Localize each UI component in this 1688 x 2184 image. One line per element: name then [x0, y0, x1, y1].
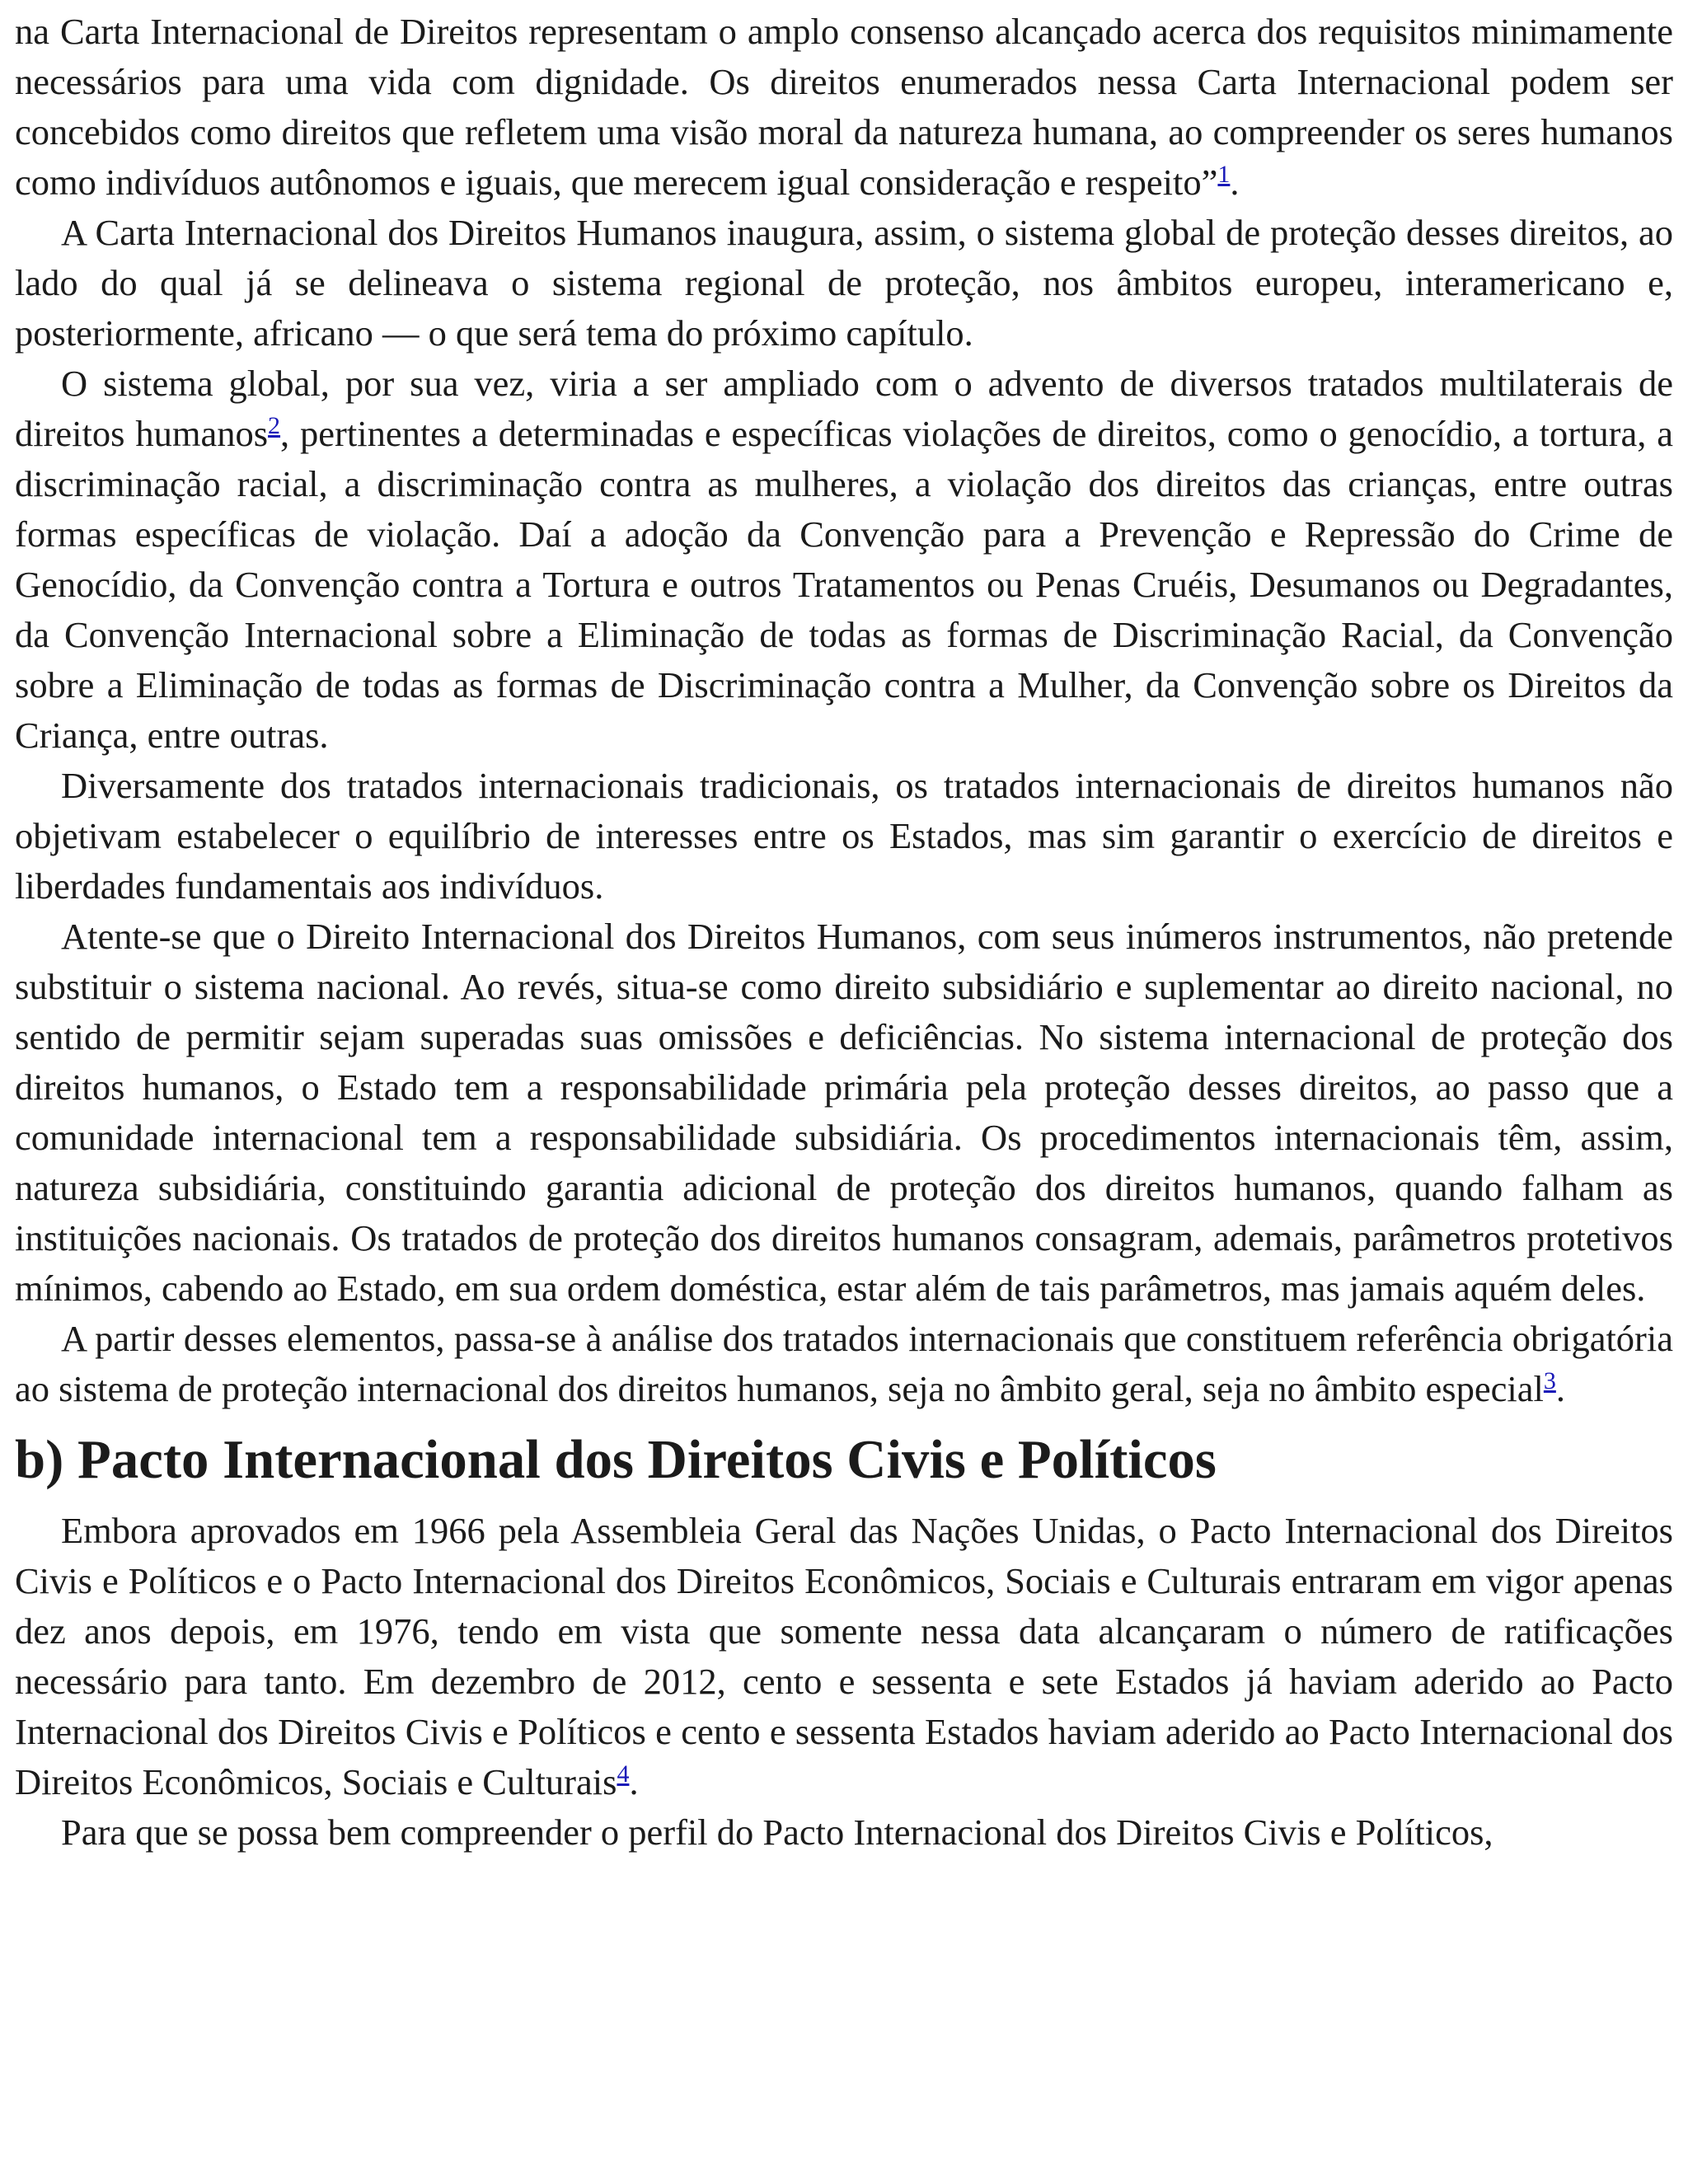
paragraph: [15, 761, 1673, 912]
paragraph: [15, 1314, 1673, 1414]
paragraph-text: Embora aprovados em 1966 pela Assembleia Geral das Nações Unidas, o Pacto Internacional dos Direitos Civis e Políticos e o Pacto Internacional dos Direitos Econômicos, Sociais e Culturais entraram em vigor apenas dez anos depois, em 1976, tendo em vista que somente nessa data alcançaram o número de ratificações necessário para tanto. Em dezembro de 2012, cento e sessenta e sete Estados já haviam aderido ao Pacto Internacional dos Direitos Civis e Políticos e cento e sessenta Estados haviam aderido ao Pacto Internacional dos Direitos Econômicos, Sociais e Culturais: [15, 1510, 1673, 1802]
section-heading: b) Pacto Internacional dos Direitos Civis e Políticos: [15, 1430, 1217, 1490]
paragraph-text: .: [1230, 162, 1240, 203]
footnote-link[interactable]: 1: [1217, 161, 1231, 188]
paragraph-text: Atente-se que o Direito Internacional dos Direitos Humanos, com seus inúmeros instrumentos, não pretende substituir o sistema nacional. Ao revés, situa-se como direito subsidiário e suplementar ao direito nacional, no sentido de permitir sejam superadas suas omissões e deficiências. No sistema internacional de proteção dos direitos humanos, o Estado tem a responsabilidade primária pela proteção desses direitos, ao passo que a comunidade internacional tem a responsabilidade subsidiária. Os procedimentos internacionais têm, assim, natureza subsidiária, constituindo garantia adicional de proteção dos direitos humanos, quando falham as instituições nacionais. Os tratados de proteção dos direitos humanos consagram, ademais, parâmetros protetivos mínimos, cabendo ao Estado, em sua ordem doméstica, estar além de tais parâmetros, mas jamais aquém deles.: [15, 916, 1673, 1309]
paragraph: [15, 1506, 1673, 1807]
paragraph-text: .: [1555, 1368, 1565, 1409]
paragraph: [15, 912, 1673, 1314]
paragraph-text: A Carta Internacional dos Direitos Humanos inaugura, assim, o sistema global de proteção desses direitos, ao lado do qual já se delineava o sistema regional de proteção, nos âmbitos europeu, interamericano e, posteriormente, africano — o que será tema do próximo capítulo.: [15, 212, 1673, 354]
paragraph-text: .: [629, 1761, 639, 1802]
paragraph-text: A partir desses elementos, passa-se à análise dos tratados internacionais que constituem referência obrigatória ao sistema de proteção internacional dos direitos humanos, seja no âmbito geral, seja no âmbito especial: [15, 1318, 1673, 1409]
paragraph: [15, 359, 1673, 761]
paragraph-text: Para que se possa bem compreender o perfil do Pacto Internacional dos Direitos Civis e Políticos,: [61, 1811, 1493, 1853]
footnote-link[interactable]: 4: [617, 1760, 630, 1788]
paragraph: [15, 1807, 1673, 1858]
paragraph-text: Diversamente dos tratados internacionais tradicionais, os tratados internacionais de direitos humanos não objetivam estabelecer o equilíbrio de interesses entre os Estados, mas sim garantir o exercício de direitos e liberdades fundamentais aos indivíduos.: [15, 765, 1673, 907]
paragraph-text: na Carta Internacional de Direitos representam o amplo consenso alcançado acerca dos requisitos minimamente necessários para uma vida com dignidade. Os direitos enumerados nessa Carta Internacional podem ser concebidos como direitos que refletem uma visão moral da natureza humana, ao compreender os seres humanos como indivíduos autônomos e iguais, que merecem igual consideração e respeito”: [15, 11, 1673, 203]
paragraph-text: O sistema global, por sua vez, viria a ser ampliado com o advento de diversos tratados multilaterais de direitos humanos: [15, 363, 1673, 454]
footnote-link[interactable]: 2: [268, 412, 281, 439]
paragraph-text: , pertinentes a determinadas e específicas violações de direitos, como o genocídio, a tortura, a discriminação racial, a discriminação contra as mulheres, a violação dos direitos das crianças, entre outras formas específicas de violação. Daí a adoção da Convenção para a Prevenção e Repressão do Crime de Genocídio, da Convenção contra a Tortura e outros Tratamentos ou Penas Cruéis, Desumanos ou Degradantes, da Convenção Internacional sobre a Eliminação de todas as formas de Discriminação Racial, da Convenção sobre a Eliminação de todas as formas de Discriminação contra a Mulher, da Convenção sobre os Direitos da Criança, entre outras.: [15, 413, 1673, 756]
body-text-after-heading: [15, 1506, 1673, 1858]
footnote-link[interactable]: 3: [1543, 1367, 1556, 1394]
paragraph: [15, 7, 1673, 208]
body-text-before-heading: [15, 7, 1673, 1414]
paragraph: [15, 208, 1673, 359]
